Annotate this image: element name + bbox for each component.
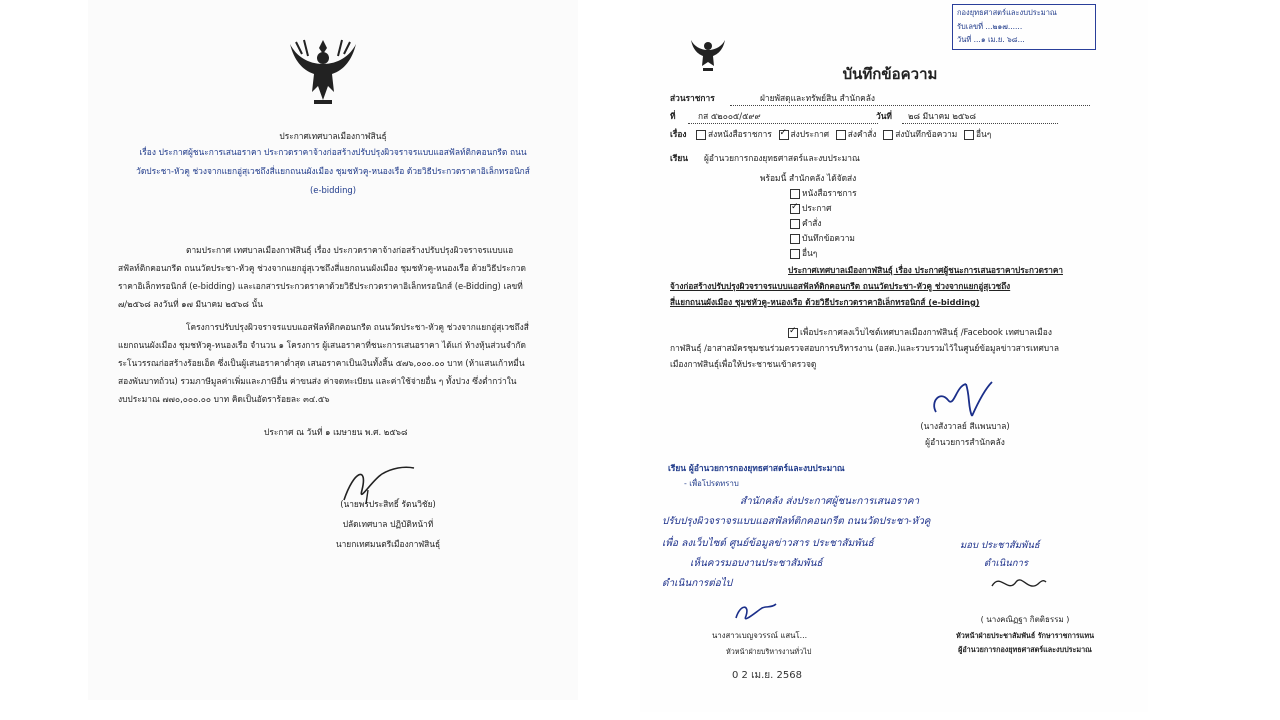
stamp-number: รับเลขที่ ...๒๑๗...... xyxy=(957,22,1023,31)
option-label: อื่นๆ xyxy=(802,248,818,258)
stamp-department: กองยุทธศาสตร์และงบประมาณ xyxy=(957,8,1057,17)
stamp-date: วันที่ ...๑ เม.ย. ๖๘... xyxy=(957,35,1025,44)
notice-line: ประกาศเทศบาลเมืองกาฬสินธุ์ เรื่อง ประกาศผู้ชนะการเสนอราคาประกวดราคา xyxy=(788,265,1063,275)
purpose-line: เมืองกาฬสินธุ์เพื่อให้ประชาชนเข้าตรวจดู xyxy=(670,359,817,369)
checkbox-checked xyxy=(788,328,798,338)
subject-label: เรื่อง xyxy=(670,129,687,139)
purpose-line xyxy=(788,326,1052,339)
doc-option xyxy=(790,232,855,245)
option-label: ส่งบันทึกข้อความ xyxy=(895,129,958,139)
announcement-title: ประกาศเทศบาลเมืองกาฬสินธุ์ xyxy=(279,131,387,141)
checkbox-checked xyxy=(790,204,800,214)
handwritten-line: เพื่อ ลงเว็บไซต์ ศูนย์ข้อมูลข่าวสาร ประชาสัมพันธ์ xyxy=(662,538,874,549)
handwritten-note: มอบ ประชาสัมพันธ์ xyxy=(960,540,1040,551)
handwritten-note: ดำเนินการ xyxy=(984,558,1028,569)
doc-option xyxy=(790,187,857,200)
body-line: ราคาอิเล็กทรอนิกส์ (e-bidding) และเอกสารประกวดราคาด้วยวิธีประกวดราคาอิเล็กทรอนิกส์ (e-Bidding) เลขที่ xyxy=(118,281,523,291)
signer-name: (นายพรประสิทธิ์ รัตนวิชัย) xyxy=(340,499,436,509)
body-line: ระโนวรรณก่อสร้างร้อยเอ็ด ซึ่งเป็นผู้เสนอราคาต่ำสุด เสนอราคาเป็นเงินทั้งสิ้น ๕๗๖,๐๐๐.๐๐ บาท (ห้าแสนเก้าหมื่น xyxy=(118,358,525,368)
clerk-role: หัวหน้าฝ่ายบริหารงานทั่วไป xyxy=(726,647,812,656)
body-line: โครงการปรับปรุงผิวจราจรแบบแอสฟัลท์ติกคอนกรีต ถนนวัดประชา-หัวคู ช่วงจากแยกอู่สุเวชถึงสี่ xyxy=(186,322,529,332)
checkbox xyxy=(883,130,893,140)
handwritten-line: เห็นควรมอบงานประชาสัมพันธ์ xyxy=(690,558,823,569)
ref-value: กส ๕๒๐๐๕/๕๙๙ xyxy=(688,110,878,124)
handwritten-line: ปรับปรุงผิวจราจรแบบแอสฟัลท์ติกคอนกรีต ถนนวัดประชา-หัวคู xyxy=(662,516,931,527)
checkbox xyxy=(964,130,974,140)
option-label: อื่นๆ xyxy=(975,129,992,139)
checkbox xyxy=(790,219,800,229)
signer-role: นายกเทศมนตรีเมืองกาฬสินธุ์ xyxy=(335,539,441,549)
officer-role: หัวหน้าฝ่ายประชาสัมพันธ์ รักษาราชการแทน xyxy=(955,631,1095,640)
option-label: คำสั่ง xyxy=(802,218,822,228)
body-line: แยกถนนผังเมือง ชุมชหัวคู-หนองเรือ จำนวน ๑ โครงการ ผู้เสนอราคาที่ชนะการเสนอราคา ได้แก่ ห้างหุ้นส่วนจำกัด xyxy=(118,340,526,350)
announcement-subject-line: เรื่อง ประกาศผู้ชนะการเสนอราคา ประกวดราคาจ้างก่อสร้างปรับปรุงผิวจราจรแบบแอสฟัลท์ติกคอนกรีต ถนน xyxy=(139,147,527,157)
garuda-emblem-icon xyxy=(690,36,726,76)
body-line: ๗/๒๕๖๘ ลงวันที่ ๑๗ มีนาคม ๒๕๖๘ นั้น xyxy=(118,299,264,309)
clerk-date: 0 2 เม.ย. 2568 xyxy=(732,670,802,681)
body-line: งบประมาณ ๗๗๐,๐๐๐.๐๐ บาท คิดเป็นอัตราร้อยละ ๓๔.๕๖ xyxy=(118,394,330,404)
sender-role: ผู้อำนวยการสำนักคลัง xyxy=(925,437,1005,447)
intro-line: พร้อมนี้ สำนักคลัง ได้จัดส่ง xyxy=(760,173,857,183)
doc-option xyxy=(790,217,822,230)
officer-role: ผู้อำนวยการกองยุทธศาสตร์และงบประมาณ xyxy=(958,645,1092,654)
memo-page xyxy=(640,0,1148,712)
option-label: ส่งหนังสือราชการ xyxy=(708,129,772,139)
agency-label: ส่วนราชการ xyxy=(670,93,715,103)
signature-icon xyxy=(732,598,778,628)
body-line: ตามประกาศ เทศบาลเมืองกาฬสินธุ์ เรื่อง ประกวดราคาจ้างก่อสร้างปรับปรุงผิวจราจรแบบแอ xyxy=(186,245,514,255)
received-stamp xyxy=(952,4,1096,50)
body-line: สฟัลท์ติกคอนกรีต ถนนวัดประชา-หัวคู ช่วงจากแยกอู่สุเวชถึงสี่แยกถนนผังเมือง ชุมชหัวคู-หนองเรือ ด้วยวิธีประกวด xyxy=(118,263,526,273)
sender-name: (นางสังวาลย์ สีแพนบาล) xyxy=(920,421,1010,431)
memo-title: บันทึกข้อความ xyxy=(842,65,938,83)
notice-line: จ้างก่อสร้างปรับปรุงผิวจราจรแบบแอสฟัลท์ติกคอนกรีต ถนนวัดประชา-หัวคู ช่วงจากแยกอู่สุเวชถึง xyxy=(670,281,1011,291)
option-label: ประกาศ xyxy=(802,203,832,213)
announcement-subject-line: วัดประชา-หัวคู ช่วงจากแยกอู่สุเวชถึงสี่แยกถนนผังเมือง ชุมชหัวคู-หนองเรือ ด้วยวิธีประกวดราคาอิเล็กทรอนิกส์ xyxy=(136,166,530,176)
officer-name: ( นางคณิฏฐา กิตติธรรม ) xyxy=(980,615,1070,624)
note-purpose: - เพื่อโปรดทราบ xyxy=(684,479,739,488)
handwritten-line: สำนักคลัง ส่งประกาศผู้ชนะการเสนอราคา xyxy=(740,496,920,507)
to-value: ผู้อำนวยการกองยุทธศาสตร์และงบประมาณ xyxy=(704,153,860,163)
announcement-subject-line: (e-bidding) xyxy=(310,185,356,195)
purpose-line: กาฬสินธุ์ /อาสาสมัครชุมชนร่วมตรวจสอบการบริหารงาน (อสต.)และรวบรวมไว้ในศูนย์ข้อมูลข่าวสารเทศบาล xyxy=(670,343,1059,353)
clerk-name: นางสาวเบญจวรรณ์ แสนโ... xyxy=(712,631,808,640)
checkbox xyxy=(790,249,800,259)
garuda-emblem-icon xyxy=(288,34,358,110)
announce-date: ประกาศ ณ วันที่ ๑ เมษายน พ.ศ. ๒๕๖๘ xyxy=(264,427,408,437)
checkbox xyxy=(790,189,800,199)
option-label: บันทึกข้อความ xyxy=(802,233,855,243)
doc-option xyxy=(790,247,817,260)
signature-icon xyxy=(988,570,1048,598)
option-label: ส่งประกาศ xyxy=(790,129,830,139)
checkbox xyxy=(696,130,706,140)
checkbox xyxy=(790,234,800,244)
signer-role: ปลัดเทศบาล ปฏิบัติหน้าที่ xyxy=(342,519,434,529)
handwritten-line: ดำเนินการต่อไป xyxy=(662,578,733,589)
to-label: เรียน xyxy=(670,153,688,163)
ref-label: ที่ xyxy=(670,111,676,121)
body-line: สองพันบาทถ้วน) รวมภาษีมูลค่าเพิ่มและภาษีอื่น ค่าขนส่ง ค่าจดทะเบียน และค่าใช้จ่ายอื่น ๆ ทั้งปวง ซึ่งต่ำกว่าใน xyxy=(118,376,517,386)
doc-option xyxy=(790,202,831,215)
date-value: ๒๘ มีนาคม ๒๕๖๘ xyxy=(902,110,1058,124)
signature-icon xyxy=(926,376,996,420)
option-label: หนังสือราชการ xyxy=(802,188,857,198)
option-label: ส่งคำสั่ง xyxy=(847,129,877,139)
announcement-page xyxy=(88,0,578,700)
note-to: เรียน ผู้อำนวยการกองยุทธศาสตร์และงบประมาณ xyxy=(668,463,845,473)
subject-options xyxy=(696,128,991,141)
purpose-text: เพื่อประกาศลงเว็บไซต์เทศบาลเมืองกาฬสินธุ์ /Facebook เทศบาลเมือง xyxy=(800,327,1052,337)
agency-value: ฝ่ายพัสดุและทรัพย์สิน สำนักคลัง xyxy=(730,92,1090,106)
checkbox-checked xyxy=(779,130,789,140)
date-label: วันที่ xyxy=(876,111,892,121)
checkbox xyxy=(836,130,846,140)
notice-line: สี่แยกถนนผังเมือง ชุมชหัวคู-หนองเรือ ด้วยวิธีประกวดราคาอิเล็กทรอนิกส์ (e-bidding) xyxy=(670,297,980,307)
